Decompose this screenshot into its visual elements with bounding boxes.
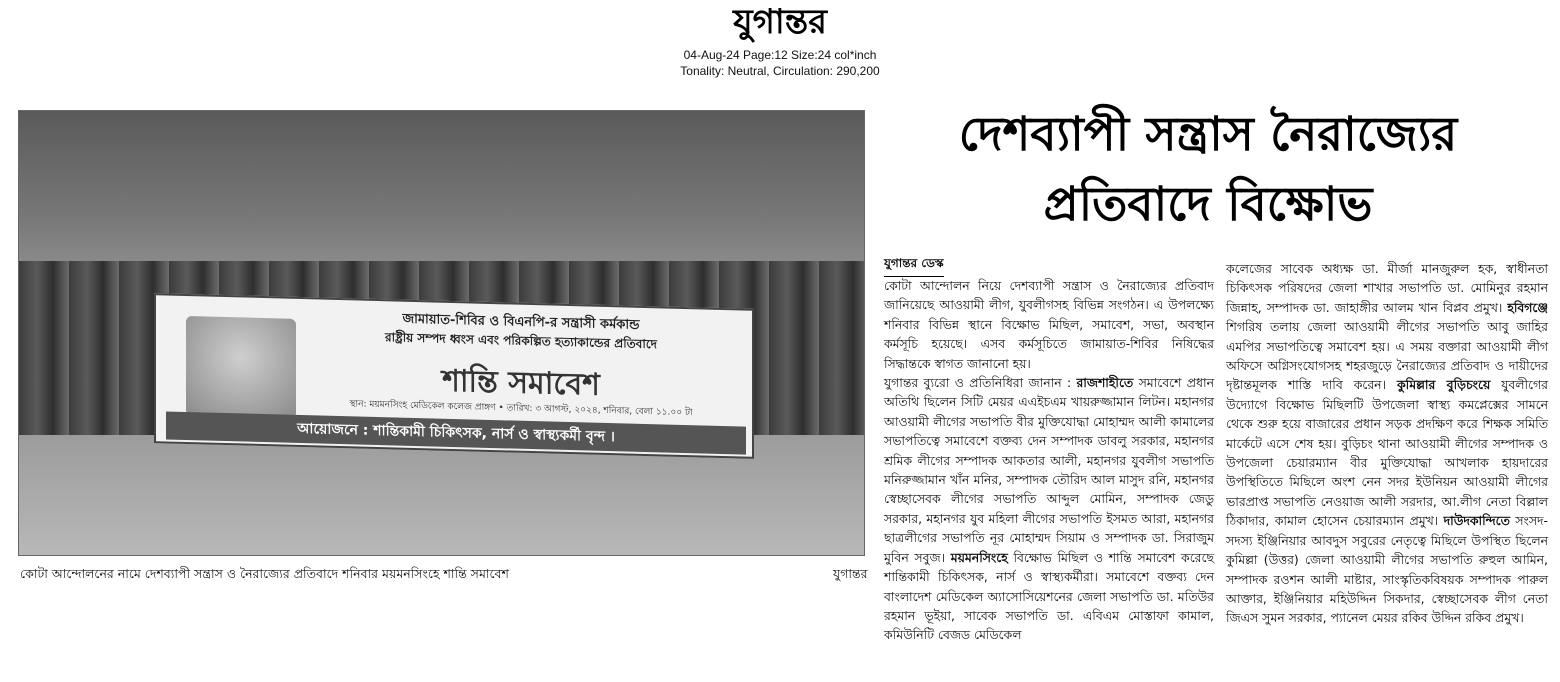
habiganj-text: শিগরিষ তলায় জেলা আওয়ামী লীগের সভাপতি আবু জাহির এমপির সভাপতিত্বে সমাবেশ হয়। এ সময় বক্তারা আওয়ামী লীগ অফিসে অগ্নিসংযোগসহ শহরজুড়ে নৈরাজ্যের প্রতিবাদ ও দায়ীদের দৃষ্টান্তমূলক শাস্তি দাবি করেন।: [1226, 319, 1548, 393]
article-headline: [868, 100, 1548, 240]
rally-photo: [18, 110, 865, 556]
newspaper-masthead: যুগান্তর: [733, 2, 827, 42]
headline-line-1: দেশব্যাপী সন্ত্রাস নৈরাজ্যের: [958, 107, 1458, 162]
photo-credit: যুগান্তর: [833, 566, 868, 581]
clipping-meta-tonality: Tonality: Neutral, Circulation: 290,200: [680, 64, 880, 78]
headline-line-2: প্রতিবাদে বিক্ষোভ: [1043, 177, 1373, 232]
place-daudkandi: দাউদকান্দিতে: [1443, 513, 1510, 529]
daudkandi-text: সংসদ-সদস্য ইঞ্জিনিয়ার আবদুস সবুরের নেতৃত্বে মিছিলে উপস্থিত ছিলেন কুমিল্লা (উত্তর) জেলা আওয়ামী লীগের সভাপতি রুহুল আমিন, সম্পাদক রওশন আলী মাষ্টার, সাংস্কৃতিকবিষয়ক সম্পাদক পারুল আক্তার, ইঞ্জিনিয়ার মহিউদ্দিন সিকদার, স্বেচ্ছাসেবক লীগ নেতা জিএস সুমন সরকার, প্যানেল মেয়র রকিব উদ্দিন রকিব প্রমুখ।: [1226, 513, 1548, 626]
article-byline: যুগান্তর ডেস্ক: [884, 255, 944, 277]
mymensingh-cont-text: কলেজের সাবেক অধ্যক্ষ ডা. মীর্জা মানজুরুল হক, স্বাধীনতা চিকিৎসক পরিষদের জেলা শাখার সভাপতি ডা. মোমিনুর রহমান জিন্নাহ, সম্পাদক ডা. জাহাঙ্গীর আলম খান বিপ্লব প্রমুখ।: [1226, 261, 1548, 315]
banner-line-2: রাষ্ট্রীয় সম্পদ ধ্বংস এবং পরিকল্পিত হত্যাকান্ডের প্রতিবাদে: [385, 330, 657, 352]
rajshahi-text: সমাবেশে প্রধান অতিথি ছিলেন সিটি মেয়র এএইচএম খায়রুজ্জামান লিটন। মহানগর আওয়ামী লীগের সভাপতি বীর মুক্তিযোদ্ধা মোহাম্মদ আলী কামালের সভাপতিত্বে সমাবেশে বক্তব্য দেন সম্পাদক ডাবলু সরকার, মহানগর শ্রমিক লীগের সম্পাদক আকতার আলী, মহানগর যুবলীগ সভাপতি মনিরুজ্জামান খাঁন মনির, সম্পাদক তৌরিদ আল মাসুদ রনি, মহানগর স্বেচ্ছাসেবক লীগের সভাপতি আব্দুল মোমিন, সম্পাদক জেডু সরকার, মহানগর যুব মহিলা লীগের সভাপতি ইসমত আরা, মহানগর ছাত্রলীগের সভাপতি নূর মোহাম্মদ সিয়াম ও সম্পাদক ডা. সিরাজুম মুবিন সবুজ।: [884, 375, 1214, 565]
place-mymensingh: ময়মনসিংহে: [950, 549, 1008, 565]
paragraph-intro: কোটা আন্দোলন নিয়ে দেশব্যাপী সন্ত্রাস ও নৈরাজ্যের প্রতিবাদ জানিয়েছে আওয়ামী লীগ, যুবলীগসহ বিভিন্ন সংগঠন। এ উপলক্ষ্যে শনিবার বিভিন্ন স্থানে বিক্ষোভ মিছিল, সমাবেশ, সভা, অবস্থান কর্মসূচি হয়েছে। এসব কর্মসূচিতে জামায়াত-শিবির নিষিদ্ধের সিদ্ধান্তকে স্বাগত জানানো হয়।: [884, 278, 1214, 371]
banner-venue: স্থান: ময়মনসিংহ মেডিকেল কলেজ প্রাঙ্গণ • তারিখ: ৩ আগস্ট, ২০২৪, শনিবার, বেলা ১১.০০ টা: [349, 399, 693, 419]
photo-caption: কোটা আন্দোলনের নামে দেশব্যাপী সন্ত্রাস ও নৈরাজ্যের প্রতিবাদে শনিবার ময়মনসিংহে শান্তি সমাবেশ: [20, 566, 509, 581]
place-rajshahi: রাজশাহীতে: [1076, 375, 1134, 391]
place-burichang: কুমিল্লার বুড়িচংয়ে: [1397, 377, 1491, 393]
article-column-1: [884, 276, 1214, 645]
banner-portrait: [186, 316, 296, 419]
article-column-2: [1226, 259, 1548, 628]
banner-line-1: জামায়াত-শিবির ও বিএনপি-র সন্ত্রাসী কর্মকান্ড: [402, 311, 640, 333]
mymensingh-text: বিক্ষোভ মিছিল ও শান্তি সমাবেশ করেছে শান্তিকামী চিকিৎসক, নার্স ও স্বাস্থ্যকর্মীরা। সমাবেশে বক্তব্য দেন বাংলাদেশ মেডিকেল অ্যাসোসিয়েশনের জেলা সভাপতি ডা. মতিউর রহমান ভূইয়া, সাবেক সভাপতি ডা. এবিএম মোস্তাফা কামাল, কমিউনিটি বেজড মেডিকেল: [884, 549, 1214, 643]
bureau-lead: যুগান্তর ব্যুরো ও প্রতিনিধিরা জানান :: [884, 375, 1072, 391]
rally-banner: [154, 293, 754, 459]
paragraph-col2: [1226, 259, 1548, 628]
clipping-meta-date-page: 04-Aug-24 Page:12 Size:24 col*inch: [683, 48, 877, 62]
burichang-text: যুবলীগের উদ্যোগে বিক্ষোভ মিছিলটি উপজেলা স্বাস্থ্য কমপ্লেক্সের সামনে থেকে শুরু হয়ে বাজারের প্রধান সড়ক প্রদক্ষিণ করে শিক্ষক সমিতি মার্কেটে এসে শেষ হয়। বুড়িচং থানা আওয়ামী লীগের সম্পাদক ও উপজেলা চেয়ারম্যান বীর মুক্তিযোদ্ধা আখলাক হায়দারের উপস্থিতিতে মিছিলে অংশ নেন সদর ইউনিয়ন আওয়ামী লীগের ভারপ্রাপ্ত সভাপতি নেওয়াজ আলী সরদার, আ.লীগ নেতা বিল্লাল ঠিকাদার, কামাল হোসেন চেয়ারম্যান প্রমুখ।: [1226, 377, 1548, 529]
place-habiganj: হবিগঞ্জে: [1507, 299, 1548, 315]
banner-organizer: আয়োজনে : শান্তিকামী চিকিৎসক, নার্স ও স্বাস্থ্যকর্মী বৃন্দ ।: [166, 411, 746, 454]
paragraph-rajshahi: [884, 373, 1214, 645]
banner-title: শান্তি সমাবেশ: [442, 363, 600, 403]
